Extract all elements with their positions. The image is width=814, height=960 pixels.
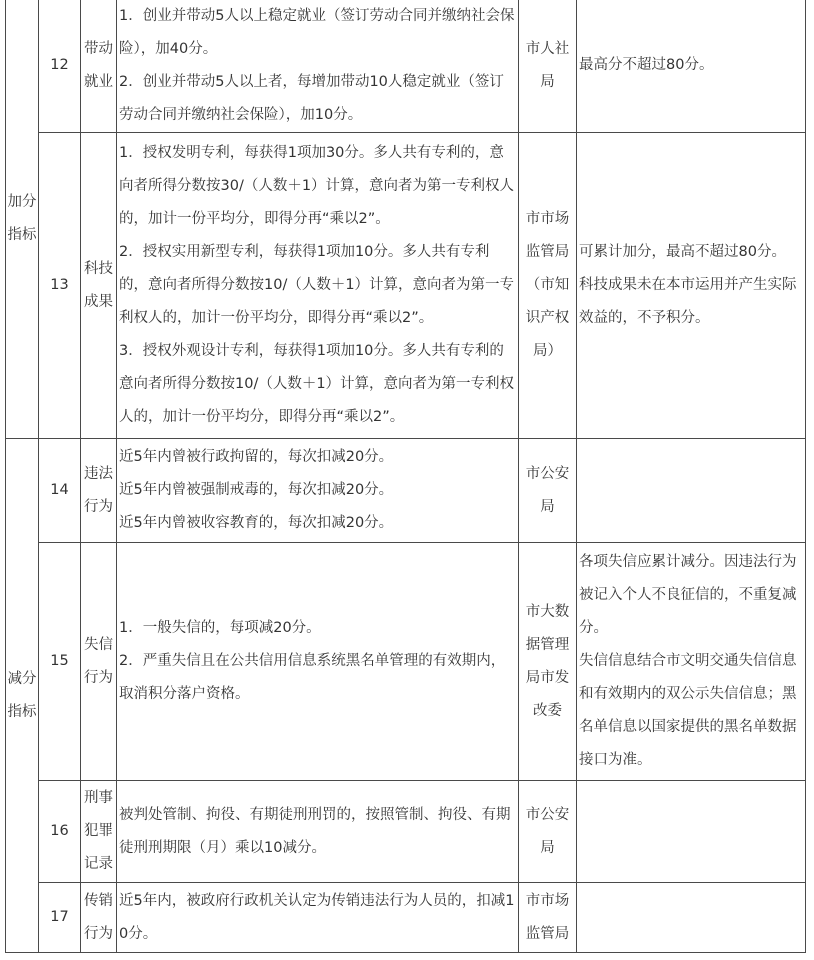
dept-cell: 市人社局 — [519, 0, 577, 133]
table-row — [6, 781, 806, 883]
note-line: 各项失信应累计减分。因违法行为被记入个人不良征信的，不重复减分。 — [579, 554, 797, 636]
dept-cell: 市市场监管局 — [519, 883, 577, 953]
dept-cell: 市公安局 — [519, 781, 577, 883]
standard-line: 2．授权实用新型专利，每获得1项加10分。多人共有专利的，意向者所得分数按10/（人数＋1）计算，意向者为第一专利权人的，加计一份平均分，即得分再“乘以2”。 — [119, 244, 515, 326]
category-deduct: 减分指标 — [6, 439, 39, 953]
standard-line: 近5年内，被政府行政机关认定为传销违法行为人员的，扣减10分。 — [119, 892, 515, 942]
points-table — [5, 0, 806, 953]
standard-line: 3．授权外观设计专利，每获得1项加10分。多人共有专利的意向者所得分数按10/（人数＋1）计算，意向者为第一专利权人的，加计一份平均分，即得分再“乘以2”。 — [119, 343, 515, 425]
standard-cell — [117, 439, 519, 543]
standard-line: 1．一般失信的，每项减20分。 — [119, 620, 321, 636]
note-cell — [577, 0, 806, 133]
note-line: 可累计加分，最高不超过80分。 — [579, 244, 786, 260]
row-number: 14 — [39, 439, 81, 543]
row-number: 13 — [39, 133, 81, 439]
standard-line: 近5年内曾被强制戒毒的，每次扣减20分。 — [119, 482, 394, 498]
standard-line: 2．创业并带动5人以上者，每增加带动10人稳定就业（签订劳动合同并缴纳社会保险），加10分。 — [119, 73, 504, 123]
item-name: 刑事犯罪记录 — [81, 781, 117, 883]
dept-cell: 市公安局 — [519, 439, 577, 543]
note-cell — [577, 883, 806, 953]
table-row — [6, 543, 806, 781]
table-row — [6, 439, 806, 543]
item-name: 失信行为 — [81, 543, 117, 781]
note-line: 科技成果未在本市运用并产生实际效益的，不予积分。 — [579, 277, 797, 326]
item-name: 传销行为 — [81, 883, 117, 953]
standard-line: 2．严重失信且在公共信用信息系统黑名单管理的有效期内，取消积分落户资格。 — [119, 653, 506, 702]
row-number: 16 — [39, 781, 81, 883]
standard-line: 1．创业并带动5人以上稳定就业（签订劳动合同并缴纳社会保险），加40分。 — [119, 7, 515, 57]
note-cell — [577, 133, 806, 439]
item-name: 违法行为 — [81, 439, 117, 543]
item-name: 科技成果 — [81, 133, 117, 439]
standard-line: 被判处管制、拘役、有期徒刑刑罚的，按照管制、拘役、有期徒刑刑期限（月）乘以10减分。 — [119, 806, 511, 856]
standard-line: 1．授权发明专利，每获得1项加30分。多人共有专利的，意向者所得分数按30/（人数＋1）计算，意向者为第一专利权人的，加计一份平均分，即得分再“乘以2”。 — [119, 145, 515, 227]
table-row — [6, 883, 806, 953]
item-name: 带动就业 — [81, 0, 117, 133]
row-number: 17 — [39, 883, 81, 953]
standard-line: 近5年内曾被行政拘留的，每次扣减20分。 — [119, 449, 394, 465]
note-line: 最高分不超过80分。 — [579, 57, 714, 73]
table-row — [6, 133, 806, 439]
dept-cell: 市市场监管局（市知识产权局） — [519, 133, 577, 439]
standard-cell — [117, 543, 519, 781]
note-cell — [577, 543, 806, 781]
dept-cell: 市大数据管理局市发改委 — [519, 543, 577, 781]
standard-cell — [117, 133, 519, 439]
note-cell — [577, 439, 806, 543]
note-cell — [577, 781, 806, 883]
note-line: 失信信息结合市文明交通失信信息和有效期内的双公示失信信息；黑名单信息以国家提供的黑名单数据接口为准。 — [579, 653, 797, 768]
row-number: 15 — [39, 543, 81, 781]
row-number: 12 — [39, 0, 81, 133]
standard-cell — [117, 781, 519, 883]
standard-line: 近5年内曾被收容教育的，每次扣减20分。 — [119, 515, 394, 531]
standard-cell — [117, 883, 519, 953]
standard-cell — [117, 0, 519, 133]
table-row — [6, 0, 806, 133]
category-bonus: 加分指标 — [6, 0, 39, 439]
